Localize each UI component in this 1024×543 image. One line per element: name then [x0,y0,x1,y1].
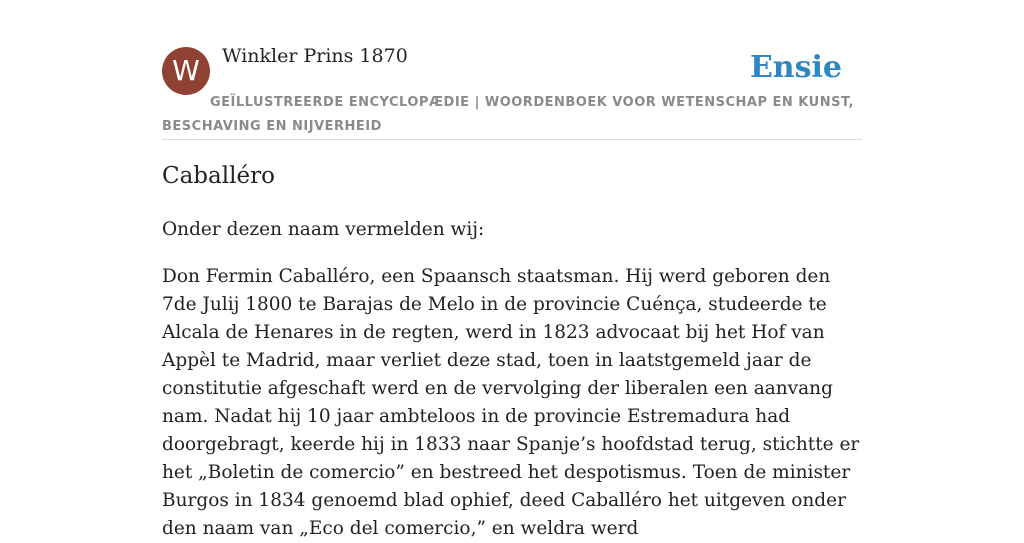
article-body: Don Fermin Caballéro, een Spaansch staatsman. Hij werd geboren den 7de Julij 1800 te Barajas de Melo in de provincie Cuénça, studeerde te Alcala de Henares in de regten, werd in 1823 advocaat bij het Hof van Appèl te Madrid, maar verliet deze stad, toen in laatstgemeld jaar de constitutie afgeschaft werd en de vervolging der liberalen een aanvang nam. Nadat hij 10 jaar ambteloos in de provincie Estremadura had doorgebragt, keerde hij in 1833 naar Spanje’s hoofdstad terug, stichtte er het „Boletin de comercio” en bestreed het despotismus. Toen de minister Burgos in 1834 genoemd blad ophief, deed Caballéro het uitgeven onder den naam van „Eco del comercio,” en weldra werd [162,266,860,539]
source-subtitle: GEÏLLUSTREERDE ENCYCLOPÆDIE | WOORDENBOEK VOOR WETENSCHAP EN KUNST, BESCHAVING EN NIJVERHEID [162,95,854,134]
source-avatar: W [162,47,210,95]
article-intro: Onder dezen naam vermelden wij: [162,219,485,240]
header-divider [162,139,862,140]
brand-logo[interactable]: Ensie [749,50,842,85]
article-headword: Caballéro [162,163,275,189]
source-title[interactable]: Winkler Prins 1870 [222,45,408,67]
